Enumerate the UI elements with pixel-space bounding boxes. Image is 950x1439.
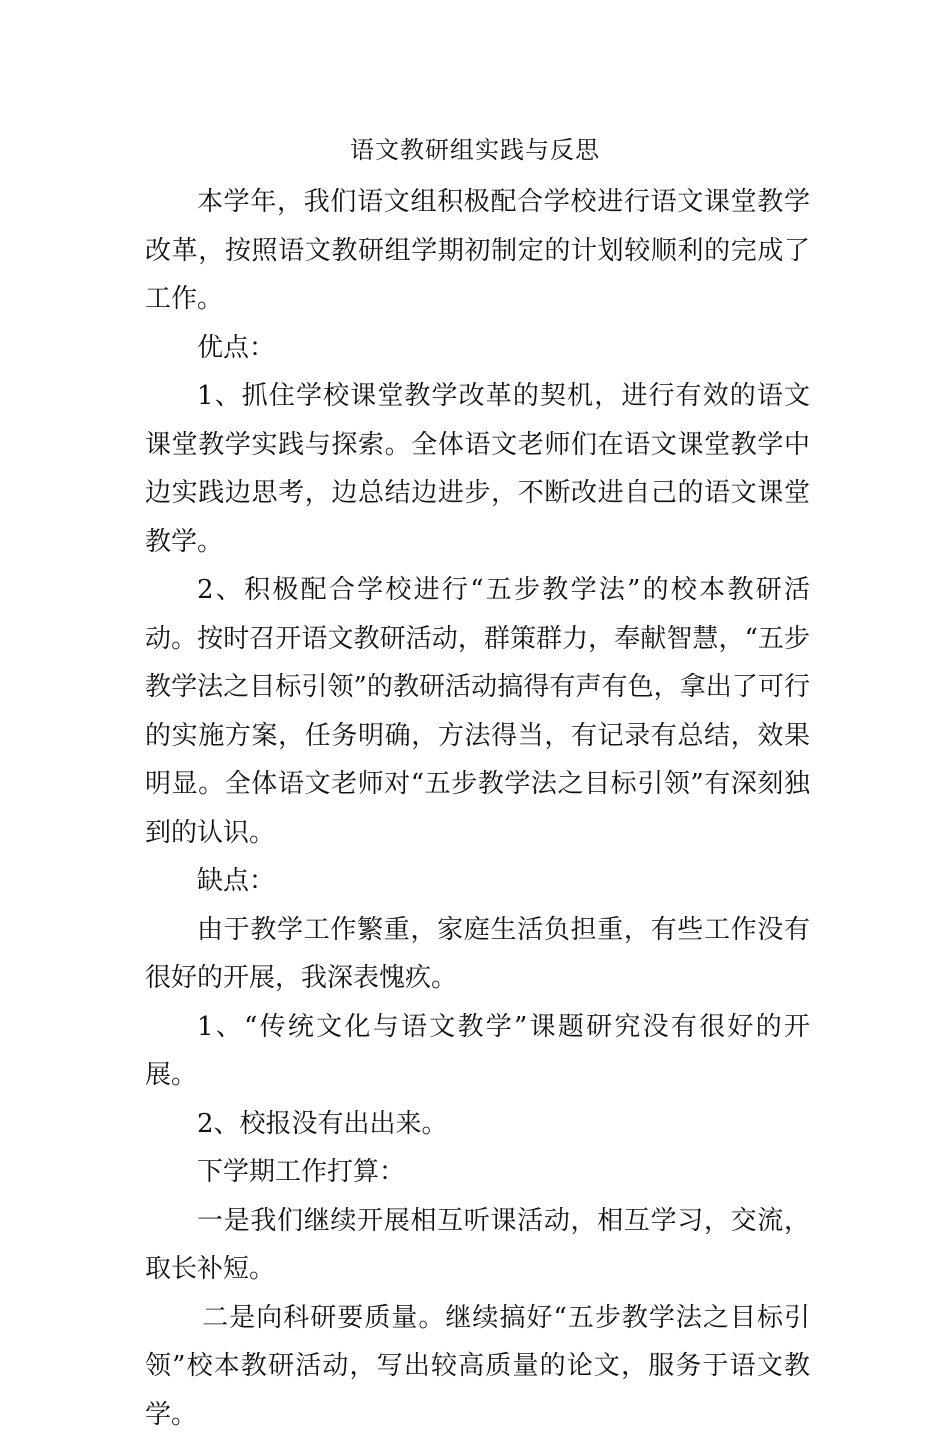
- document-body: [145, 178, 810, 1439]
- document-title: 语文教研组实践与反思: [0, 130, 950, 170]
- heading-next-term-plan: 下学期工作打算：: [145, 1148, 810, 1197]
- paragraph-plan-2: 二是向科研要质量。继续搞好“五步教学法之目标引领”校本教研活动，写出较高质量的论文，服务于语文教学。: [145, 1294, 810, 1439]
- paragraph-strength-2: 2、积极配合学校进行“五步教学法”的校本教研活动。按时召开语文教研活动，群策群力，奉献智慧，“五步教学法之目标引领”的教研活动搞得有声有色，拿出了可行的实施方案，任务明确，方法得当，有记录有总结，效果明显。全体语文老师对“五步教学法之目标引领”有深刻独到的认识。: [145, 566, 810, 857]
- heading-weaknesses: 缺点：: [145, 857, 810, 906]
- paragraph-strength-1: 1、抓住学校课堂教学改革的契机，进行有效的语文课堂教学实践与探索。全体语文老师们在语文课堂教学中边实践边思考，边总结边进步，不断改进自己的语文课堂教学。: [145, 372, 810, 566]
- paragraph-plan-1: 一是我们继续开展相互听课活动，相互学习，交流，取长补短。: [145, 1197, 810, 1294]
- heading-strengths: 优点：: [145, 324, 810, 373]
- paragraph-weakness-intro: 由于教学工作繁重，家庭生活负担重，有些工作没有很好的开展，我深表愧疚。: [145, 906, 810, 1003]
- paragraph-weakness-1: 1、“传统文化与语文教学”课题研究没有很好的开展。: [145, 1003, 810, 1100]
- paragraph-intro: 本学年，我们语文组积极配合学校进行语文课堂教学改革，按照语文教研组学期初制定的计划较顺利的完成了工作。: [145, 178, 810, 324]
- paragraph-weakness-2: 2、校报没有出出来。: [145, 1100, 810, 1149]
